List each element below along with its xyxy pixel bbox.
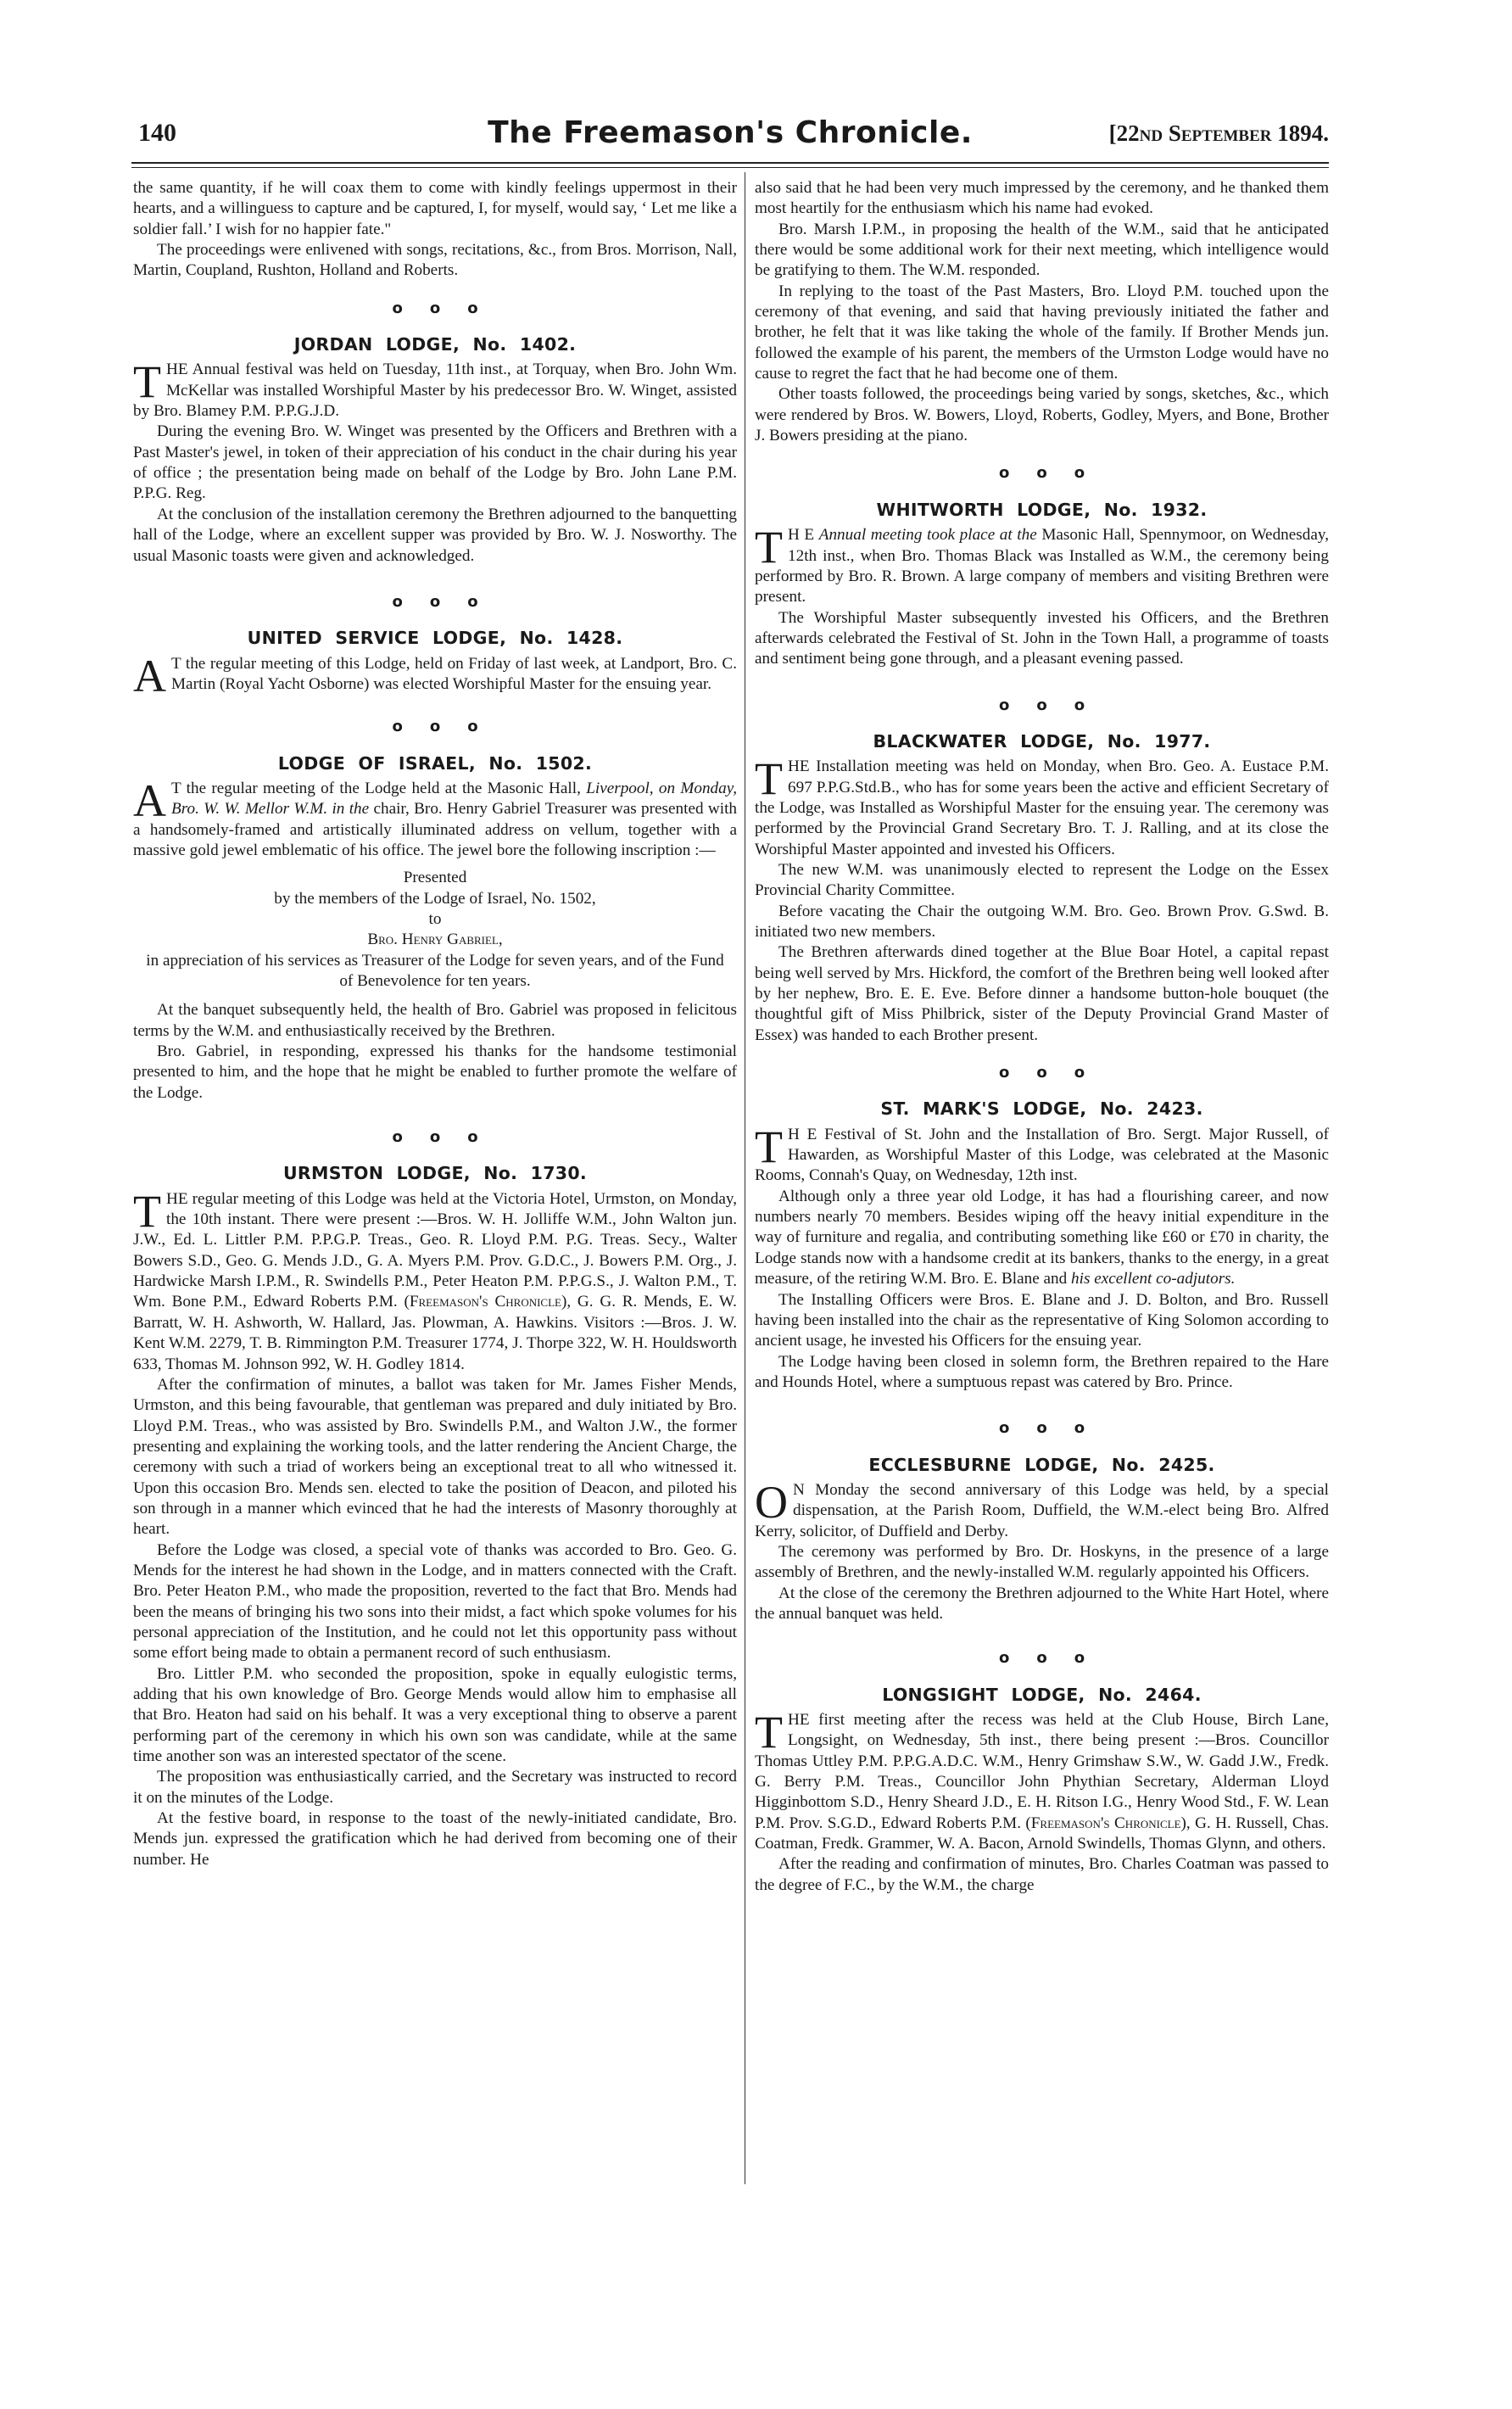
ornament-mark: o (998, 1064, 1010, 1082)
article-title-st-marks: ST. MARK'S LODGE, No. 2423. (880, 1098, 1203, 1120)
article-paragraph: During the evening Bro. W. Winget was presented by the Officers and Brethren with a Past Master's jewel, in token of their appreciation of his conduct in the chair during his year of office ; the presentation being made on behalf of the Lodge by Bro. John Lane P.M. P.P.G. Reg. (133, 422, 737, 503)
intro-paragraph: the same quantity, if he will coax them to come with kindly feelings uppermost in their hearts, and a willinguess to capture and be captured, I, for myself, would say, ‘ Let me like a soldier fall.’ I wish for no happier fate." (133, 179, 737, 238)
ornament-mark: o (998, 696, 1010, 714)
ornament-mark: o (429, 592, 441, 611)
date-year: 1894. (1277, 120, 1329, 146)
drop-cap: T (755, 753, 783, 805)
ornament-mark: o (998, 464, 1010, 483)
inscription-line: by the members of the Lodge of Israel, No. 1502, (274, 889, 596, 908)
article-paragraph: At the conclusion of the installation ceremony the Brethren adjourned to the banquetting hall of the Lodge, where an excellent supper was provided by Bro. W. J. Nosworthy. The usual Masonic toasts were given and acknowledged. (133, 505, 737, 565)
drop-cap: T (133, 1185, 161, 1237)
section-ornament (133, 592, 737, 612)
masthead-title: The Freemason's Chronicle. (488, 115, 973, 150)
intro-paragraph: The proceedings were enlivened with songs, recitations, &c., from Bros. Morrison, Nall, Martin, Coupland, Rushton, Holland and Roberts. (133, 241, 737, 280)
paragraph-text: H E Festival of St. John and the Installation of Bro. Sergt. Major Russell, of Hawarden, as Worshipful Master of this Lodge, was celebrated at the Masonic Rooms, Connah's Quay, on Wednesday, 12th inst. (755, 1125, 1329, 1185)
article-paragraph: Bro. Littler P.M. who seconded the proposition, spoke in equally eulogistic terms, adding that his own knowledge of Bro. George Mends would allow him to emphasise all that Bro. Heaton had said on his behalf. It was a very exceptional thing to observe a parent performing part of the ceremony in which his own son was candidate, while at the same time another son was an interested spectator of the scene. (133, 1664, 737, 1766)
left-column (133, 178, 737, 1870)
drop-cap: T (755, 1707, 783, 1758)
article-paragraph: After the confirmation of minutes, a ballot was taken for Mr. James Fisher Mends, Urmston, and this being favourable, that gentleman was prepared and duly initiated by Bro. Lloyd P.M. Treas., who was assisted by Bro. Swindells P.M., and Walton J.W., the former presenting and explaining the working tools, and the latter rendering the Ancient Charge, the ceremony with such a triad of workers being an exceptional treat to all who witnessed it. Upon this occasion Bro. Mends sen. elected to take the position of Deacon, and piloted his son through in a manner which evinced that he had the interests of Masonry thoroughly at heart. (133, 1375, 737, 1539)
issue-date (1109, 120, 1329, 147)
ornament-mark: o (429, 718, 441, 736)
ornament-mark: o (467, 592, 478, 611)
ornament-mark: o (1036, 1649, 1047, 1668)
article-paragraph: In replying to the toast of the Past Masters, Bro. Lloyd P.M. touched upon the ceremony of that evening, and said that having previously initiated the father and brother, he felt that it was like taking the whole of the family. If Brother Mends jun. followed the example of his parent, the members of the Urmston Lodge would have no cause to regret the fact that he had become one of them. (755, 282, 1329, 383)
ornament-mark: o (1074, 464, 1085, 483)
inscription-line: in appreciation of his services as Treasurer of the Lodge for seven years, and of the Fund of Benevolence for ten years. (146, 951, 724, 990)
paragraph-text: Although only a three year old Lodge, it has had a flourishing career, and now numbers nearly 70 members. Besides wiping off the heavy initial expenditure in the way of furniture and regalia, and contributing something like £60 or £70 in charity, the Lodge stands now with a handsome credit at its bankers, thanks to the energy, in a great measure, of the retiring W.M. Bro. E. Blane and (755, 1187, 1329, 1288)
date-suffix: nd (1139, 120, 1163, 146)
publication-name: Freemason's Chronicle (409, 1293, 561, 1311)
article-paragraph: also said that he had been very much impressed by the ceremony, and he thanked them most heartily for the enthusiasm which his name had evoked. (755, 179, 1329, 218)
inscription-line: to (428, 909, 442, 928)
article-paragraph: After the reading and confirmation of minutes, Bro. Charles Coatman was passed to the degree of F.C., by the W.M., the charge (755, 1855, 1329, 1894)
page-header (131, 115, 1329, 156)
ornament-mark: o (429, 1128, 441, 1147)
article-title-longsight: LONGSIGHT LODGE, No. 2464. (882, 1684, 1202, 1705)
ornament-mark: o (429, 299, 441, 317)
article-paragraph: The Brethren afterwards dined together at the Blue Boar Hotel, a capital repast being well served by Mrs. Hickford, the comfort of the Brethren being well looked after by her nephew, Bro. E. E. Eve. Before dinner a handsome button-hole bouquet (the thoughtful gift of Miss Philbrick, sister of the Deputy Provincial Grand Master of Essex) was handed to each Brother present. (755, 943, 1329, 1044)
article-paragraph (755, 1476, 1329, 1542)
ornament-mark: o (467, 718, 478, 736)
article-title-jordan: JORDAN LODGE, No. 1402. (293, 334, 577, 355)
article-paragraph: At the festive board, in response to the toast of the newly-initiated candidate, Bro. Mends jun. expressed the gratification which he had derived from becoming one of their number. He (133, 1809, 737, 1869)
paragraph-text: HE Installation meeting was held on Monday, when Bro. Geo. A. Eustace P.M. 697 P.P.G.Std.B., who has for some years been the active and efficient Secretary of the Lodge, was Installed as Worshipful Master for the ensuing year. The ceremony was performed by the Provincial Grand Secretary Bro. T. J. Ralling, and at its close the Worshipful Master appointed and invested his Officers. (755, 757, 1329, 858)
article-paragraph (133, 774, 737, 861)
drop-cap: T (133, 356, 161, 408)
publication-name: Freemason's Chronicle (1030, 1814, 1181, 1832)
article-title-whitworth: WHITWORTH LODGE, No. 1932. (876, 499, 1208, 520)
paragraph-text: HE Annual festival was held on Tuesday, 11th inst., at Torquay, when Bro. John Wm. McKellar was installed Worshipful Master by his predecessor Bro. W. Winget, assisted by Bro. Blamey P.M. P.P.G.J.D. (133, 361, 737, 421)
paragraph-text: HE regular meeting of this Lodge was held at the Victoria Hotel, Urmston, on Monday, the 10th instant. There were present :—Bros. W. H. Jolliffe W.M., John Walton jun. J.W., Ed. L. Littler P.M. P.P.G.P. Treas., Geo. R. Lloyd P.M. P.G. Treas. Secy., Walter Bowers S.D., Geo. G. Mends J.D., G. A. Myers P.M. Prov. G.D.C., J. Bowers P.M. Org., J. Hardwicke Marsh I.P.M., R. Swindells P.M., Peter Heaton P.M. P.P.G.S., J. Walton P.M., T. Wm. Bone P.M., Edward Roberts P.M. ( (133, 1189, 737, 1311)
article-paragraph: The Worshipful Master subsequently invested his Officers, and the Brethren afterwards celebrated the Festival of St. John in the Town Hall, a programme of toasts and sentiment being gone through, and a pleasant evening passed. (755, 608, 1329, 668)
article-paragraph: The new W.M. was unanimously elected to represent the Lodge on the Essex Provincial Charity Committee. (755, 860, 1329, 900)
section-ornament (133, 299, 737, 319)
article-paragraph (755, 1121, 1329, 1187)
header-rule-top (131, 162, 1329, 164)
article-title-urmston: URMSTON LODGE, No. 1730. (282, 1163, 588, 1184)
ornament-mark: o (1074, 1649, 1085, 1668)
paragraph-text: T the regular meeting of the Lodge held at the Masonic Hall, (171, 779, 581, 797)
paragraph-text: HE first meeting after the recess was held at the Club House, Birch Lane, Longsight, on Wednesday, 5th inst., there being present :—Bros. Councillor Thomas Uttley P.M. P.P.G.A.D.C. W.M., Henry Grimshaw S.W., W. Gadd J.W., Fredk. G. Berry P.M. Treas., Councillor John Phythian Secretary, Alderman Lloyd Higginbottom S.D., Henry Sheard J.D., E. H. Ritson I.G., Henry Wood Std., F. W. Lean P.M. Prov. S.G.D., Edward Roberts P.M. ( (755, 1711, 1329, 1832)
paragraph-text: ), G. H. Russell, Chas. Coatman, Fredk. Grammer, W. A. Bacon, Arnold Swindells, Thomas Glynn, and others. (755, 1814, 1329, 1853)
article-title-united-service: UNITED SERVICE LODGE, No. 1428. (247, 628, 623, 649)
ornament-mark: o (1036, 696, 1047, 714)
ornament-mark: o (392, 299, 403, 317)
drop-cap: A (133, 774, 166, 826)
ornament-mark: o (467, 1128, 478, 1147)
ornament-mark: o (1036, 464, 1047, 483)
ornament-mark: o (998, 1649, 1010, 1668)
page-number: 140 (138, 119, 176, 147)
article-paragraph (133, 356, 737, 422)
paragraph-text: N Monday the second anniversary of this Lodge was held, by a special dispensation, at the Parish Room, Duffield, the W.M.-elect being Bro. Alfred Kerry, solicitor, of Duffield and Derby. (755, 1480, 1329, 1540)
section-ornament (755, 1063, 1329, 1083)
article-paragraph: Bro. Gabriel, in responding, expressed his thanks for the handsome testimonial presented to him, and the hope that he might be enabled to further promote the welfare of the Lodge. (133, 1042, 737, 1102)
ornament-mark: o (392, 592, 403, 611)
paragraph-text-italic: Liverpool, on Monday, Bro. W. W. Mellor W.M. in the (171, 779, 737, 819)
paragraph-text-italic: his excellent co-adjutors. (1071, 1270, 1236, 1288)
article-paragraph (755, 1187, 1329, 1290)
article-paragraph (755, 753, 1329, 860)
drop-cap: T (755, 522, 783, 573)
inscription-line: Presented (403, 869, 467, 887)
article-paragraph: The Installing Officers were Bros. E. Blane and J. D. Bolton, and Bro. Russell having been installed into the chair as the representative of King Solomon according to ancient usage, he invested his Officers for the ensuing year. (755, 1290, 1329, 1350)
section-ornament (755, 1648, 1329, 1668)
ornament-mark: o (1036, 1419, 1047, 1438)
paragraph-text: ), G. G. R. Mends, E. W. Barratt, W. H. Ashworth, W. Hallard, Jas. Plowman, A. Hawkins. Visitors :—Bros. J. W. Kent W.M. 2279, T. B. Rimmington P.M. Treasurer 1774, J. Thorpe 322, W. H. Houldsworth 633, Thomas M. Johnson 992, W. H. Godley 1814. (133, 1293, 737, 1373)
article-paragraph: Before vacating the Chair the outgoing W.M. Bro. Geo. Brown Prov. G.Swd. B. initiated two new members. (755, 902, 1329, 941)
article-paragraph (755, 1707, 1329, 1854)
article-title-ecclesburne: ECCLESBURNE LODGE, No. 2425. (868, 1454, 1215, 1475)
header-rule-bottom (131, 167, 1329, 168)
article-paragraph: The ceremony was performed by Bro. Dr. Hoskyns, in the presence of a large assembly of Brethren, and the newly-installed W.M. regularly appointed his Officers. (755, 1542, 1329, 1582)
drop-cap: O (755, 1476, 788, 1528)
inscription-name: Bro. Henry Gabriel, (367, 931, 503, 949)
paragraph-text: T the regular meeting of this Lodge, held on Friday of last week, at Landport, Bro. C. Martin (Royal Yacht Osborne) was elected Worshipful Master for the ensuing year. (171, 654, 737, 693)
ornament-mark: o (467, 299, 478, 317)
section-ornament (755, 463, 1329, 483)
section-ornament (755, 696, 1329, 716)
ornament-mark: o (392, 1128, 403, 1147)
ornament-mark: o (1074, 696, 1085, 714)
ornament-mark: o (998, 1419, 1010, 1438)
paragraph-text: Masonic Hall, Spennymoor, on Wednesday, 12th inst., when Bro. Thomas Black was Installed as W.M., the ceremony being performed by Bro. R. Brown. A large company of members and visiting Brethren were present. (755, 526, 1329, 606)
ornament-mark: o (1036, 1064, 1047, 1082)
section-ornament (755, 1418, 1329, 1439)
ornament-mark: o (1074, 1064, 1085, 1082)
article-paragraph (755, 522, 1329, 607)
article-paragraph: Before the Lodge was closed, a special vote of thanks was accorded to Bro. Geo. G. Mends for the interest he had shown in the Lodge, and in matters connected with the Craft. Bro. Peter Heaton P.M., who made the proposition, reverted to the fact that Bro. Mends had been the means of bringing his two sons into their midst, a fact which spoke volumes for his personal appreciation of the Institution, and he could not let this opportunity pass without some effort being made to obtain a permanent record of such enthusiasm. (133, 1540, 737, 1663)
article-paragraph: At the banquet subsequently held, the health of Bro. Gabriel was proposed in felicitous terms by the W.M. and enthusiastically received by the Brethren. (133, 1001, 737, 1040)
paragraph-text: chair, Bro. Henry Gabriel Treasurer was presented with a handsomely-framed and artistically illuminated address on vellum, together with a massive gold jewel emblematic of his office. The jewel bore the following inscription :— (133, 800, 737, 859)
drop-cap: A (133, 650, 166, 701)
section-ornament (133, 1127, 737, 1148)
article-paragraph: The Lodge having been closed in solemn form, the Brethren repaired to the Hare and Hounds Hotel, where a sumptuous repast was catered by Bro. Prince. (755, 1352, 1329, 1391)
article-paragraph: The proposition was enthusiastically carried, and the Secretary was instructed to record it on the minutes of the Lodge. (133, 1768, 737, 1807)
section-ornament (133, 717, 737, 737)
article-paragraph: At the close of the ceremony the Brethren adjourned to the White Hart Hotel, where the annual banquet was held. (755, 1584, 1329, 1623)
article-title-blackwater: BLACKWATER LODGE, No. 1977. (873, 730, 1211, 752)
drop-cap: T (755, 1121, 783, 1172)
article-paragraph (133, 650, 737, 701)
paragraph-text-italic: Annual meeting took place at the (818, 526, 1037, 545)
article-paragraph (133, 1185, 737, 1375)
date-month: September (1168, 120, 1272, 146)
article-paragraph: Bro. Marsh I.P.M., in proposing the health of the W.M., said that he anticipated there would be some additional work for their next meeting, which intelligence would be gratifying to them. The W.M. responded. (755, 220, 1329, 280)
ornament-mark: o (1074, 1419, 1085, 1438)
paragraph-text: H E (788, 526, 819, 545)
ornament-mark: o (392, 718, 403, 736)
article-title-israel: LODGE OF ISRAEL, No. 1502. (277, 752, 593, 774)
date-day: [22 (1108, 120, 1140, 146)
right-column (755, 178, 1329, 1896)
article-paragraph: Other toasts followed, the proceedings being varied by songs, sketches, &c., which were rendered by Bros. W. Bowers, Lloyd, Roberts, Godley, Myers, and Bone, Brother J. Bowers presiding at the piano. (755, 385, 1329, 445)
